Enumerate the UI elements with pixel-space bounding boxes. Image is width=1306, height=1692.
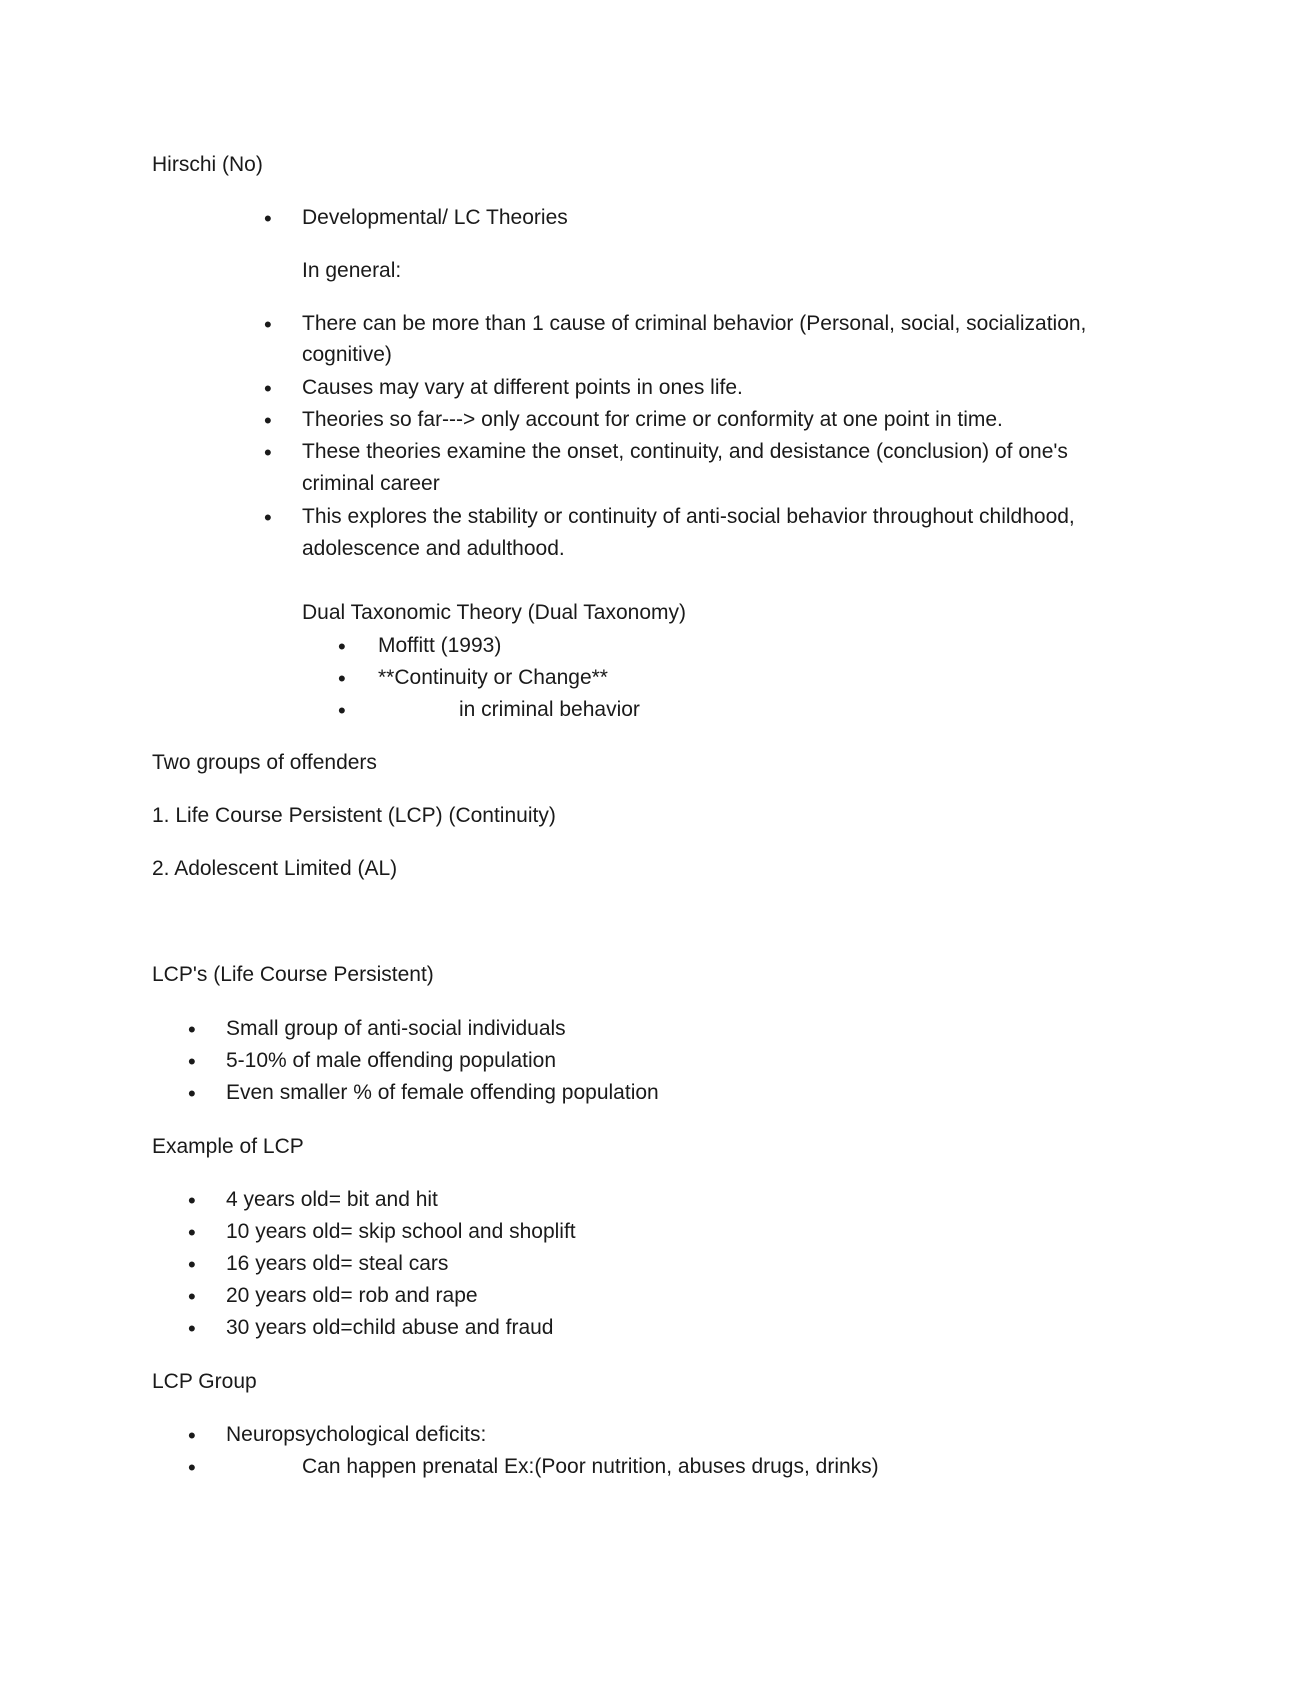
example-point: 20 years old= rob and rape bbox=[226, 1284, 478, 1307]
dual-point: **Continuity or Change** bbox=[378, 666, 608, 689]
bullet-icon: • bbox=[188, 1081, 196, 1106]
lcp-point: Small group of anti-social individuals bbox=[226, 1017, 566, 1040]
general-point-line: There can be more than 1 cause of criminal behavior (Personal, social, socialization, bbox=[302, 312, 1087, 335]
heading-hirschi: Hirschi (No) bbox=[152, 153, 263, 176]
example-point: 16 years old= steal cars bbox=[226, 1252, 449, 1275]
lcp-group-point: Neuropsychological deficits: bbox=[226, 1423, 487, 1446]
dual-point: in criminal behavior bbox=[459, 698, 640, 721]
in-general-label: In general: bbox=[302, 259, 402, 282]
bullet-icon: • bbox=[188, 1188, 196, 1213]
general-point-line: Theories so far---> only account for crime or conformity at one point in time. bbox=[302, 408, 1003, 431]
general-point-line: cognitive) bbox=[302, 343, 392, 366]
bullet-icon: • bbox=[188, 1049, 196, 1074]
general-point-line: criminal career bbox=[302, 472, 440, 495]
bullet-icon: • bbox=[188, 1017, 196, 1042]
lcp-group-heading: LCP Group bbox=[152, 1370, 257, 1393]
lcp-heading: LCP's (Life Course Persistent) bbox=[152, 963, 434, 986]
bullet-icon: • bbox=[188, 1284, 196, 1309]
example-heading: Example of LCP bbox=[152, 1135, 304, 1158]
bullet-icon: • bbox=[264, 312, 272, 337]
bullet-icon: • bbox=[264, 440, 272, 465]
example-point: 30 years old=child abuse and fraud bbox=[226, 1316, 554, 1339]
bullet-icon: • bbox=[188, 1455, 196, 1480]
bullet-icon: • bbox=[338, 666, 346, 691]
developmental-theories-item: Developmental/ LC Theories bbox=[302, 206, 568, 229]
general-point-line: This explores the stability or continuity of anti-social behavior throughout childhood, bbox=[302, 505, 1075, 528]
example-point: 4 years old= bit and hit bbox=[226, 1188, 438, 1211]
lcp-point: Even smaller % of female offending population bbox=[226, 1081, 659, 1104]
bullet-icon: • bbox=[188, 1252, 196, 1277]
bullet-icon: • bbox=[264, 376, 272, 401]
bullet-icon: • bbox=[264, 206, 272, 231]
general-point-line: adolescence and adulthood. bbox=[302, 537, 565, 560]
bullet-icon: • bbox=[338, 634, 346, 659]
dual-point: Moffitt (1993) bbox=[378, 634, 502, 657]
bullet-icon: • bbox=[188, 1316, 196, 1341]
lcp-point: 5-10% of male offending population bbox=[226, 1049, 557, 1072]
lcp-group-point: Can happen prenatal Ex:(Poor nutrition, abuses drugs, drinks) bbox=[302, 1455, 879, 1478]
bullet-icon: • bbox=[338, 698, 346, 723]
group-two-line: 2. Adolescent Limited (AL) bbox=[152, 857, 398, 880]
general-point-line: Causes may vary at different points in ones life. bbox=[302, 376, 743, 399]
two-groups-heading: Two groups of offenders bbox=[152, 751, 377, 774]
general-point-line: These theories examine the onset, continuity, and desistance (conclusion) of one's bbox=[302, 440, 1068, 463]
dual-taxonomy-title: Dual Taxonomic Theory (Dual Taxonomy) bbox=[302, 601, 687, 624]
bullet-icon: • bbox=[264, 408, 272, 433]
bullet-icon: • bbox=[188, 1220, 196, 1245]
bullet-icon: • bbox=[188, 1423, 196, 1448]
group-one-line: 1. Life Course Persistent (LCP) (Continuity) bbox=[152, 804, 556, 827]
bullet-icon: • bbox=[264, 505, 272, 530]
example-point: 10 years old= skip school and shoplift bbox=[226, 1220, 576, 1243]
